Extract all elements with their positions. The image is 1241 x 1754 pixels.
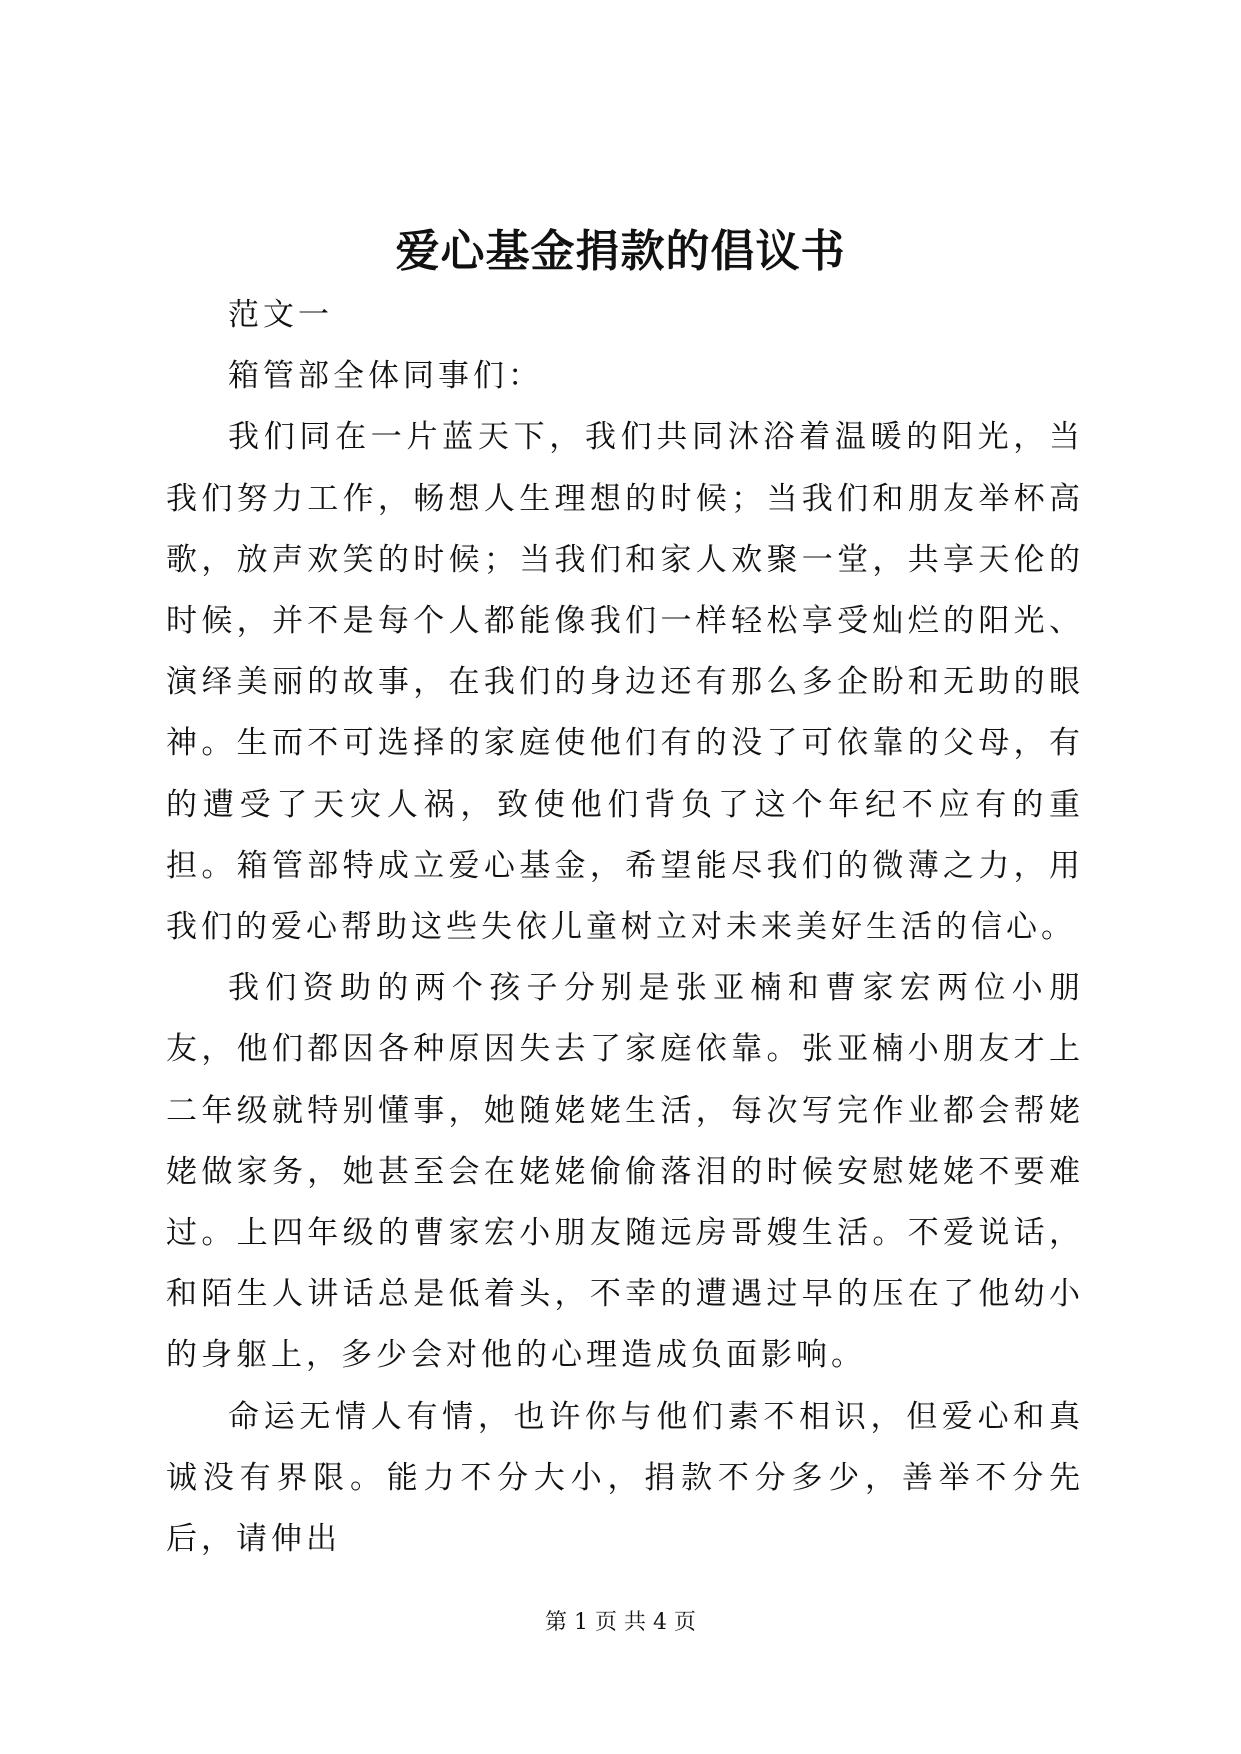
document-body xyxy=(166,285,1084,1570)
paragraph-body-1: 我们同在一片蓝天下，我们共同沐浴着温暖的阳光，当我们努力工作，畅想人生理想的时候；当我们和朋友举杯高歌，放声欢笑的时候；当我们和家人欢聚一堂，共享天伦的时候，并不是每个人都能像我们一样轻松享受灿烂的阳光、演绎美丽的故事，在我们的身边还有那么多企盼和无助的眼神。生而不可选择的家庭使他们有的没了可依靠的父母，有的遭受了天灾人祸，致使他们背负了这个年纪不应有的重担。箱管部特成立爱心基金，希望能尽我们的微薄之力，用我们的爱心帮助这些失依儿童树立对未来美好生活的信心。 xyxy=(166,419,1084,946)
paragraph-subtitle: 范文一 xyxy=(228,297,333,333)
paragraph-body-2: 我们资助的两个孩子分别是张亚楠和曹家宏两位小朋友，他们都因各种原因失去了家庭依靠。张亚楠小朋友才上二年级就特别懂事，她随姥姥生活，每次写完作业都会帮姥姥做家务，她甚至会在姥姥偷偷落泪的时候安慰姥姥不要难过。上四年级的曹家宏小朋友随远房哥嫂生活。不爱说话，和陌生人讲话总是低着头，不幸的遭遇过早的压在了他幼小的身躯上，多少会对他的心理造成负面影响。 xyxy=(166,970,1084,1374)
paragraph-salutation: 箱管部全体同事们： xyxy=(228,358,543,395)
page-number-footer: 第 1 页 共 4 页 xyxy=(545,1610,696,1635)
document-title: 爱心基金捐款的倡议书 xyxy=(395,226,846,277)
paragraph-body-3: 命运无情人有情，也许你与他们素不相识，但爱心和真诚没有界限。能力不分大小，捐款不分多少，善举不分先后，请伸出 xyxy=(166,1398,1084,1558)
